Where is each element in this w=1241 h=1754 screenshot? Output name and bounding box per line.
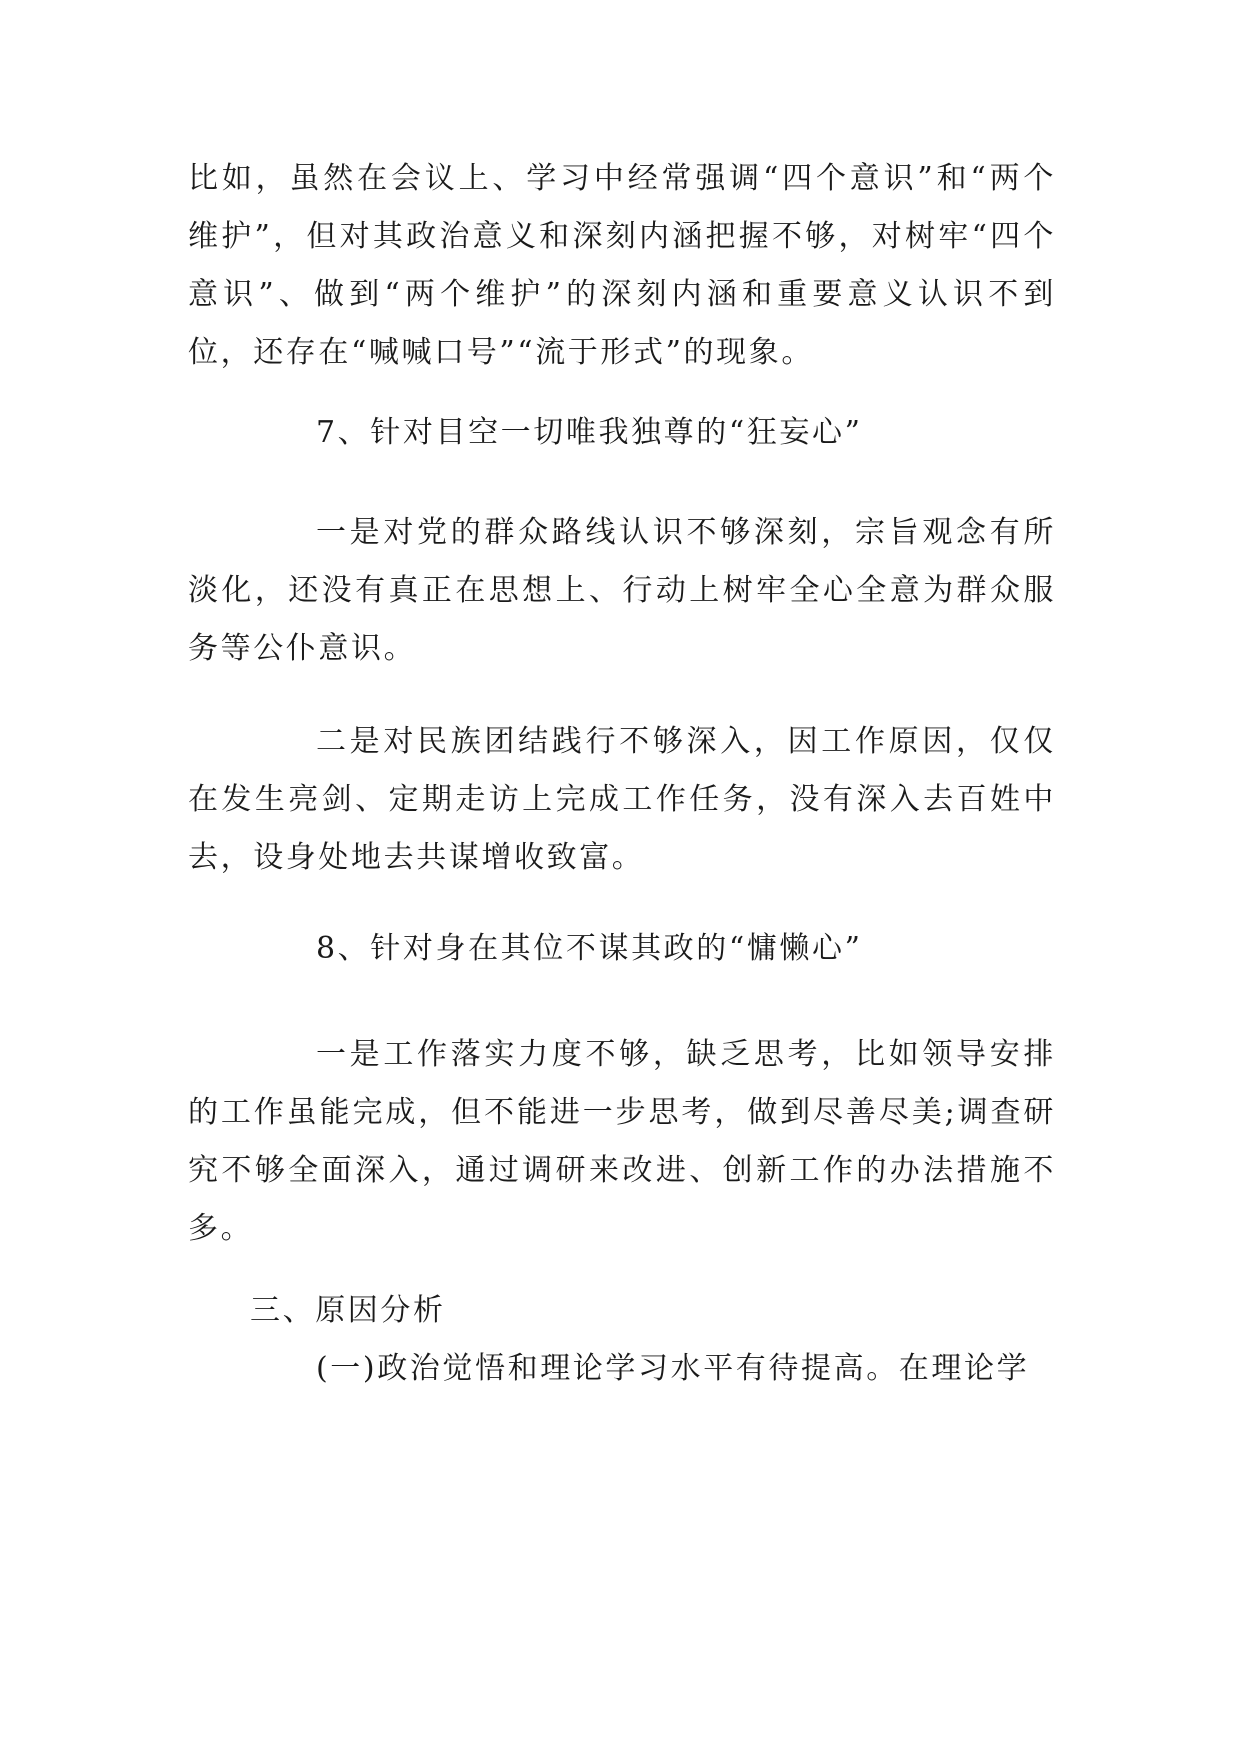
paragraph-four-consciousness: 比如，虽然在会议上、学习中经常强调“四个意识”和“两个维护”，但对其政治意义和深刻内涵把握不够，对树牢“四个意识”、做到“两个维护”的深刻内涵和重要意义认识不到位，还存在“喊喊口号”“流于形式”的现象。 bbox=[188, 161, 1056, 370]
paragraph-political-awareness: (一)政治觉悟和理论学习水平有待提高。在理论学 bbox=[316, 1351, 1030, 1386]
paragraph-work-implementation: 一是工作落实力度不够，缺乏思考，比如领导安排的工作虽能完成，但不能进一步思考，做到尽善尽美;调查研究不够全面深入，通过调研来改进、创新工作的办法措施不多。 bbox=[188, 1037, 1056, 1246]
heading-8-laziness: 8、针对身在其位不谋其政的“慵懒心” bbox=[316, 931, 863, 966]
section-heading-cause-analysis: 三、原因分析 bbox=[250, 1293, 446, 1328]
paragraph-ethnic-unity: 二是对民族团结践行不够深入，因工作原因，仅仅在发生亮剑、定期走访上完成工作任务，没有深入去百姓中去，设身处地去共谋增收致富。 bbox=[188, 724, 1056, 875]
paragraph-mass-line: 一是对党的群众路线认识不够深刻，宗旨观念有所淡化，还没有真正在思想上、行动上树牢全心全意为群众服务等公仆意识。 bbox=[188, 515, 1056, 666]
heading-7-arrogance: 7、针对目空一切唯我独尊的“狂妄心” bbox=[316, 415, 863, 450]
